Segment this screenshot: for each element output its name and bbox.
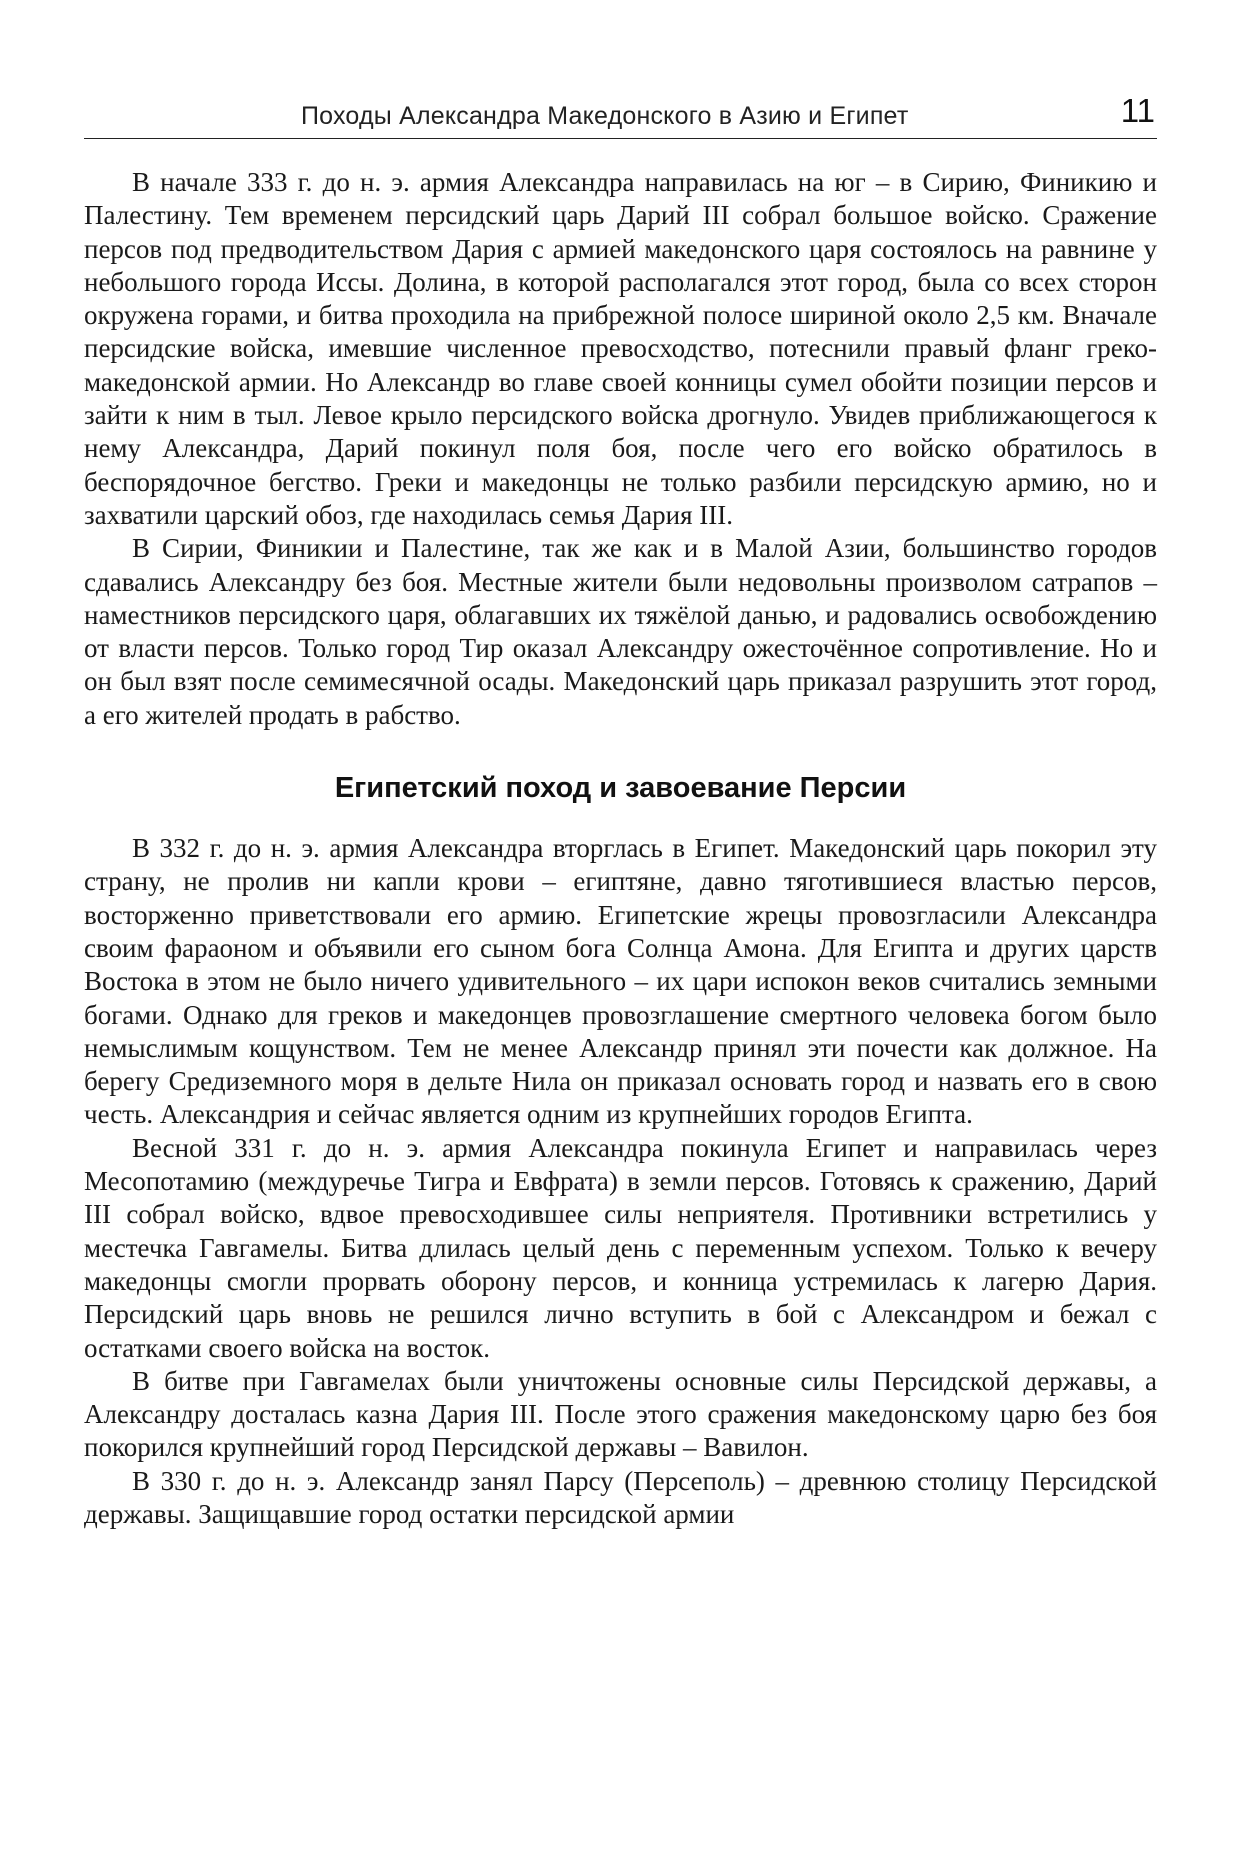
section-heading: Египетский поход и завоевание Персии: [334, 772, 907, 805]
body-text: [84, 166, 1157, 1531]
page-number: 11: [1120, 92, 1155, 129]
paragraph: В Сирии, Финикии и Палестине, так же как и в Малой Азии, большинство городов сдавались Александру без боя. Местные жители были недовольны произволом сатрапов – наместников персидского царя, облагавших их тяжёлой данью, и радовались освобождению от власти персов. Только город Тир оказал Александру ожесточённое сопротивление. Но и он был взят после семимесячной осады. Македонский царь приказал разрушить этот город, а его жителей продать в рабство.: [84, 533, 1157, 730]
paragraph: В 332 г. до н. э. армия Александра вторглась в Египет. Македонский царь покорил эту страну, не пролив ни капли крови – египтяне, давно тяготившиеся властью персов, восторженно приветствовали его армию. Египетские жрецы провозгласили Александра своим фараоном и объявили его сыном бога Солнца Амона. Для Египта и других царств Востока в этом не было ничего удивительного – их цари испокон веков считались земными богами. Однако для греков и македонцев провозглашение смертного человека богом было немыслимым кощунством. Тем не менее Александр принял эти почести как должное. На берегу Средиземного моря в дельте Нила он приказал основать город и назвать его в свою честь. Александрия и сейчас является одним из крупнейших городов Египта.: [84, 833, 1157, 1130]
book-page: [84, 0, 1157, 1853]
paragraph: В начале 333 г. до н. э. армия Александра направилась на юг – в Сирию, Финикию и Палестину. Тем временем персидский царь Дарий III собрал большое войско. Сражение персов под предводительством Дария с армией македонского царя состоялось на равнине у небольшого города Иссы. Долина, в которой располагался этот город, была со всех сторон окружена горами, и битва проходила на прибрежной полосе шириной около 2,5 км. Вначале персидские войска, имевшие численное превосходство, потеснили правый фланг греко-македонской армии. Но Александр во главе своей конницы сумел обойти позиции персов и зайти к ним в тыл. Левое крыло персидского войска дрогнуло. Увидев приближающегося к нему Александра, Дарий покинул поля боя, после чего его войско обратилось в беспорядочное бегство. Греки и македонцы не только разбили персидскую армию, но и захватили царский обоз, где находилась семья Дария III.: [84, 167, 1157, 530]
paragraph: В 330 г. до н. э. Александр занял Парсу (Персеполь) – древнюю столицу Персидской державы. Защищавшие город остатки персидской армии: [84, 1465, 1157, 1529]
running-header: [84, 92, 1157, 139]
running-title: Походы Александра Македонского в Азию и Египет: [301, 102, 909, 130]
paragraph: Весной 331 г. до н. э. армия Александра покинула Египет и направилась через Месопотамию (междуречье Тигра и Евфрата) в земли персов. Готовясь к сражению, Дарий III собрал войско, вдвое превосходившее силы неприятеля. Противники встретились у местечка Гавгамелы. Битва длилась целый день с переменным успехом. Только к вечеру македонцы смогли прорвать оборону персов, и конница устремилась к лагерю Дария. Персидский царь вновь не решился лично вступить в бой с Александром и бежал с остатками своего войска на восток.: [84, 1132, 1157, 1363]
paragraph: В битве при Гавгамелах были уничтожены основные силы Персидской державы, а Александру досталась казна Дария III. После этого сражения македонскому царю без боя покорился крупнейший город Персидской державы – Вавилон.: [84, 1365, 1157, 1463]
